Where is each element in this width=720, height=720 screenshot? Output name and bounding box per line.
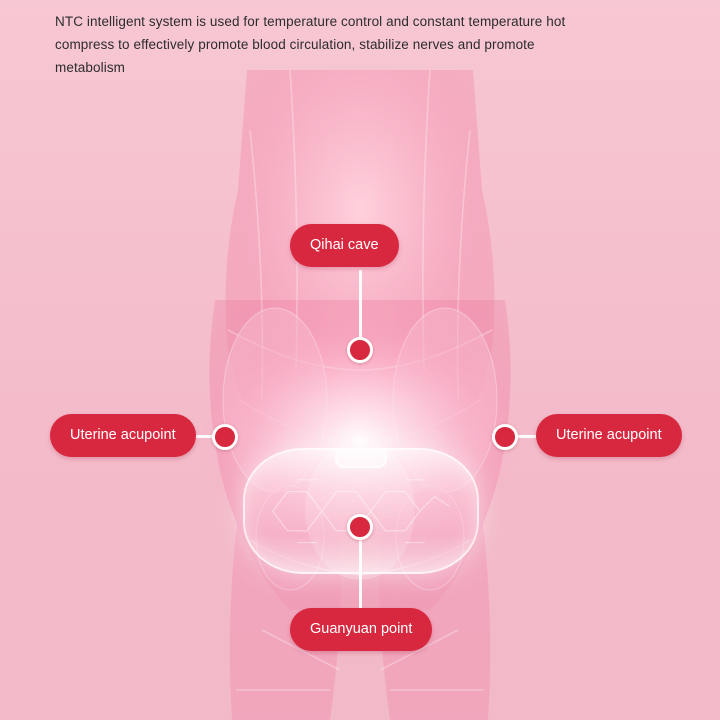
acupoint-dot-uterine-right[interactable] <box>492 424 518 450</box>
label-uterine-acupoint-right[interactable]: Uterine acupoint <box>536 414 682 457</box>
acupoint-dot-qihai[interactable] <box>347 337 373 363</box>
page-caption: NTC intelligent system is used for temperature control and constant temperature hot compress to effectively promote blood circulation, stabilize nerves and promote metabolism <box>55 14 566 75</box>
acupoint-dot-uterine-left[interactable] <box>212 424 238 450</box>
label-qihai-cave[interactable]: Qihai cave <box>290 224 399 267</box>
acupoint-dot-guanyuan[interactable] <box>347 514 373 540</box>
label-uterine-acupoint-left[interactable]: Uterine acupoint <box>50 414 196 457</box>
label-guanyuan-point[interactable]: Guanyuan point <box>290 608 432 651</box>
pad-control-bump <box>335 448 387 468</box>
